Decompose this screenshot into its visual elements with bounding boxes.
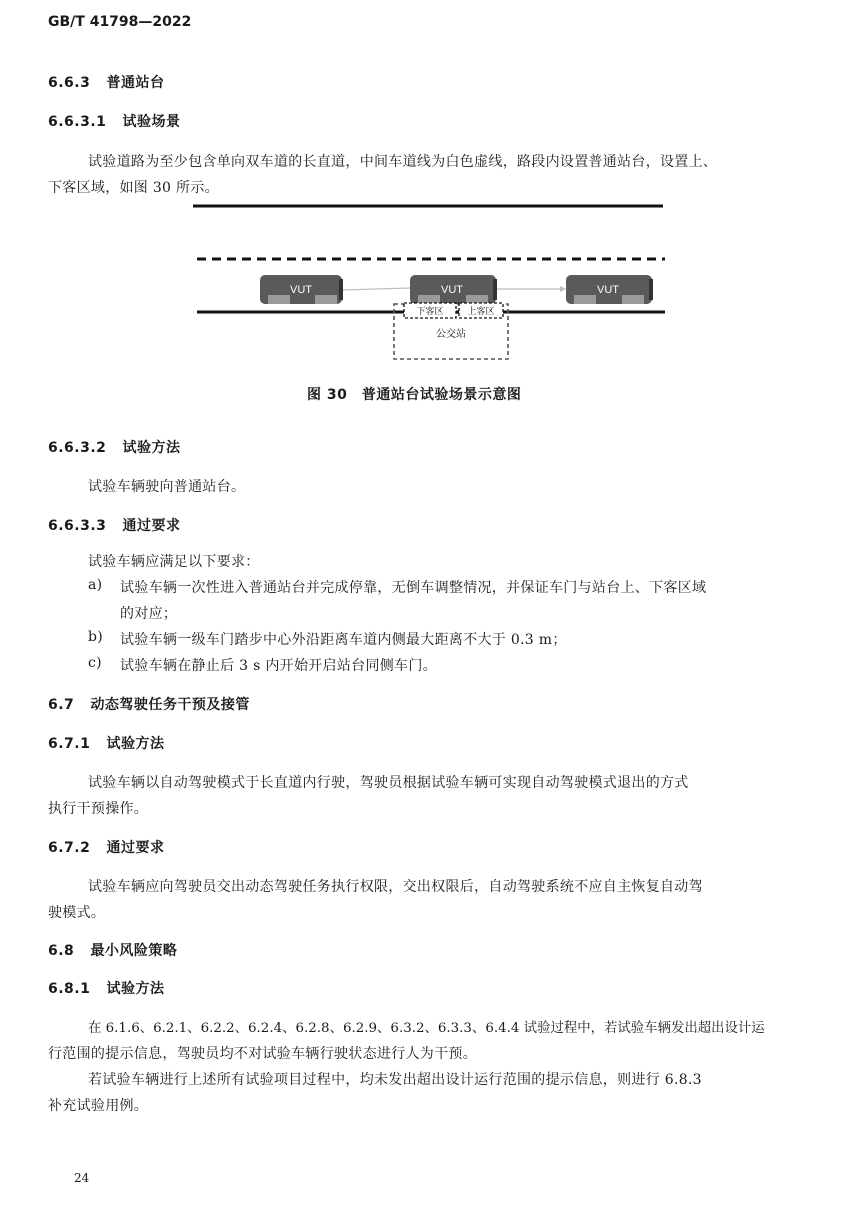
paragraph-line: 在 6.1.6、6.2.1、6.2.2、6.2.4、6.2.8、6.2.9、6.3.2、6.3.3、6.4.4 试验过程中，若试验车辆发出超出设计运 [88,1021,765,1036]
paragraph-line: 试验车辆应满足以下要求： [88,554,260,570]
paragraph-line: 行范围的提示信息，驾驶员均不对试验车辆行驶状态进行人为干预。 [48,1046,477,1062]
list-item-text: 试验车辆在静止后 3 s 内开始开启站台同侧车门。 [120,658,437,674]
vut-label: VUT [441,284,463,296]
section-number: 6.6.3.3 [48,518,107,534]
section-title: 最小风险策略 [90,943,178,959]
section-title: 通过要求 [106,840,165,856]
section-title: 动态驾驶任务干预及接管 [90,697,250,713]
section-number: 6.8.1 [48,981,91,997]
section-number: 6.7.2 [48,840,91,856]
section-title: 试验方法 [122,440,181,456]
standard-number: GB/T 41798—2022 [48,14,192,30]
list-item-text: 的对应； [120,606,178,622]
section-6-8-1-heading [48,978,165,998]
paragraph-line: 下客区域，如图 30 所示。 [48,180,219,196]
vut-vehicle-3 [566,275,653,304]
section-6-7-1-heading [48,733,165,753]
section-number: 6.6.3.1 [48,114,107,130]
section-number: 6.6.3 [48,75,91,91]
section-title: 试验场景 [122,114,181,130]
paragraph-line: 若试验车辆进行上述所有试验项目过程中，均未发出超出设计运行范围的提示信息，则进行 6.8.3 [88,1072,702,1088]
vut-label: VUT [290,284,312,296]
motion-arrowhead [560,286,566,292]
page-number: 24 [74,1171,90,1185]
section-number: 6.7.1 [48,736,91,752]
list-marker: a) [88,577,103,593]
list-marker: c) [88,655,102,671]
alight-zone-label: 下客区 [416,307,444,317]
figure-caption: 图 30 普通站台试验场景示意图 [307,387,522,403]
paragraph-line: 试验车辆以自动驾驶模式于长直道内行驶，驾驶员根据试验车辆可实现自动驾驶模式退出的方式 [88,775,689,791]
section-title: 试验方法 [106,981,165,997]
paragraph-line: 试验道路为至少包含单向双车道的长直道，中间车道线为白色虚线，路段内设置普通站台，设置上、 [88,154,718,170]
section-6-8-heading [48,940,177,960]
section-number: 6.8 [48,943,75,959]
section-6-6-3-1-heading [48,111,181,131]
paragraph-line: 试验车辆应向驾驶员交出动态驾驶任务执行权限，交出权限后，自动驾驶系统不应自主恢复自动驾 [88,879,703,895]
section-6-6-3-3-heading [48,515,181,535]
board-zone-label: 上客区 [467,307,495,317]
section-6-6-3-heading [48,72,165,92]
list-marker: b) [88,629,104,645]
section-title: 普通站台 [106,75,165,91]
section-6-7-2-heading [48,837,165,857]
vut-label: VUT [597,284,619,296]
section-title: 通过要求 [122,518,181,534]
paragraph-line: 试验车辆驶向普通站台。 [88,479,246,495]
section-6-6-3-2-heading [48,437,181,457]
figure-30-diagram [0,195,857,370]
paragraph-line: 执行干预操作。 [48,801,149,817]
vut-vehicle-2 [410,275,497,304]
vut-vehicle-1 [260,275,343,304]
paragraph-line: 驶模式。 [48,905,106,921]
list-item-text: 试验车辆一次性进入普通站台并完成停靠，无倒车调整情况，并保证车门与站台上、下客区域 [120,580,707,596]
motion-arrow [342,288,410,290]
bus-stop-label: 公交站 [436,329,466,340]
section-6-7-heading [48,694,250,714]
section-number: 6.6.3.2 [48,440,107,456]
list-item-text: 试验车辆一级车门踏步中心外沿距离车道内侧最大距离不大于 0.3 m； [120,632,567,648]
paragraph-line: 补充试验用例。 [48,1098,149,1114]
section-number: 6.7 [48,697,75,713]
section-title: 试验方法 [106,736,165,752]
